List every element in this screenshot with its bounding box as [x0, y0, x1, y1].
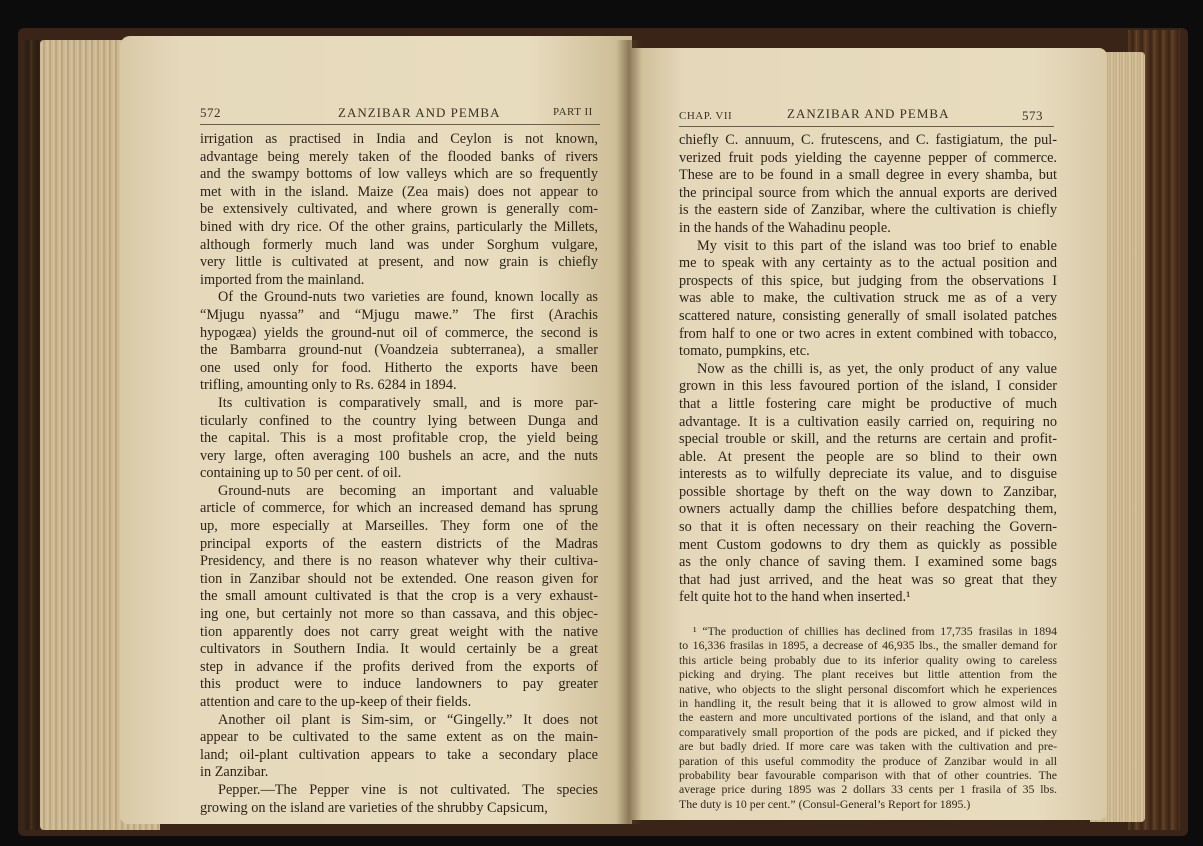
right-body-line: as the only chance of saving them. I examined some bags: [679, 554, 1057, 571]
footnote-line: the eastern and more uncultivated portions of the island, and that only a: [679, 710, 1057, 725]
right-body-line: prospects of this spice, but judging from the observations I: [679, 272, 1057, 289]
footnote-line: ¹ “The production of chillies has declined from 17,735 frasilas in 1894: [693, 624, 1057, 638]
left-body-line: appear to be cultivated to the same extent as on the main-: [200, 729, 598, 746]
left-body-text: [200, 131, 598, 817]
left-body-line: land; oil-plant cultivation appears to take a secondary place: [200, 746, 598, 763]
left-body-line: although formerly much land was under Sorghum vulgare,: [200, 236, 598, 253]
footnote-line: picking and drying. The plant receives but little attention from the: [679, 667, 1057, 682]
footnote-line: probability bear favourable comparison with that of other countries. The: [679, 768, 1057, 783]
footnote-line: native, who objects to the slight personal discomfort which he experiences: [679, 681, 1057, 696]
right-body-line: is the eastern side of Zanzibar, where the cultivation is chiefly: [679, 202, 1057, 219]
left-body-line: hypogæa) yields the ground-nut oil of commerce, the second is: [200, 324, 598, 341]
left-body-line: up, more especially at Marseilles. They form one of the: [200, 518, 598, 535]
right-footnote: [679, 624, 1057, 811]
right-body-line: me to speak with any certainty as to the actual position and: [679, 255, 1057, 272]
left-body-line: ing one, but certainly not more so than cassava, and this objec-: [200, 606, 598, 623]
left-body-line: ticularly confined to the country lying between Dunga and: [200, 412, 598, 429]
left-body-line: one used only for food. Hitherto the exports have been: [200, 359, 598, 376]
left-body-line: Presidency, and there is no reason whatever why their cultiva-: [200, 553, 598, 570]
left-body-line: be extensively cultivated, and where grown is generally com-: [200, 201, 598, 218]
right-body-line: grown in this less favoured portion of the island, I consider: [679, 378, 1057, 395]
right-body-line: that a little fostering care might be productive of much: [679, 395, 1057, 412]
footnote-line: The duty is 10 per cent.” (Consul-General’s Report for 1895.): [679, 796, 971, 811]
right-body-line: owners actually damp the chillies before despatching them,: [679, 501, 1057, 518]
right-body-line: so that it is often necessary on their reaching the Govern-: [679, 519, 1057, 536]
footnote-line: in handling it, the result being that it is allowed to grow almost wild in: [679, 696, 1057, 711]
left-page: [120, 36, 632, 824]
left-body-line: containing up to 50 per cent. of oil.: [200, 465, 402, 482]
left-body-line: cultivators in Southern India. It would certainly be a great: [200, 641, 598, 658]
left-body-line: Ground-nuts are becoming an important and valuable: [218, 482, 598, 499]
left-body-line: irrigation as practised in India and Ceylon is not known,: [200, 131, 598, 147]
left-body-line: Another oil plant is Sim-sim, or “Gingelly.” It does not: [218, 711, 598, 728]
left-body-line: the small amount cultivated is that the crop is a very exhaust-: [200, 588, 598, 605]
left-body-line: Its cultivation is comparatively small, and is more par-: [218, 394, 598, 411]
left-page-number: 572: [200, 105, 221, 120]
footnote-line: average price during 1895 was 2 dollars 33 cents per 1 frasila of 35 lbs.: [679, 782, 1057, 797]
left-body-line: the Bambarra ground-nut (Voandzeia subterranea), a smaller: [200, 342, 598, 359]
right-body-line: in the hands of the Wahadinu people.: [679, 219, 891, 236]
left-body-line: growing on the island are varieties of the shrubby Capsicum,: [200, 799, 548, 816]
right-body-line: Now as the chilli is, as yet, the only product of any value: [697, 360, 1057, 377]
right-body-line: felt quite hot to the hand when inserted.¹: [679, 589, 911, 606]
right-body-line: My visit to this part of the island was too brief to enable: [697, 237, 1057, 254]
right-body-line: the principal source from which the annual exports are derived: [679, 184, 1057, 201]
left-body-line: Pepper.—The Pepper vine is not cultivated. The species: [218, 781, 598, 798]
right-body-line: advantage. It is a cultivation easily carried on, requiring no: [679, 413, 1057, 430]
left-body-line: and the swampy bottoms of low valleys which are so frequently: [200, 166, 598, 183]
right-header-rule: [679, 126, 1054, 127]
right-body-line: tomato, pumpkins, etc.: [679, 343, 810, 360]
left-body-line: imported from the mainland.: [200, 271, 365, 288]
footnote-line: this article being probably due to its inferior quality owing to careless: [679, 652, 1057, 667]
left-body-line: article of commerce, for which an increased demand has sprung: [200, 500, 598, 517]
right-body-text: [679, 132, 1057, 607]
left-part-label: PART II: [553, 106, 593, 118]
footnote-line: are but badly dried. If more care was taken with the cultivation and pre-: [679, 739, 1057, 754]
footnote-line: paration of this useful commodity the produce of Zanzibar would in all: [679, 753, 1057, 768]
left-header-rule: [200, 124, 600, 125]
left-body-line: this product were to induce landowners to pay greater: [200, 676, 598, 693]
right-body-line: able. At present the people are so blind to their own: [679, 448, 1057, 465]
left-running-title: ZANZIBAR AND PEMBA: [338, 105, 501, 120]
footnote-line: comparatively small proportion of the pods are picked, and if picked they: [679, 724, 1057, 739]
left-body-line: very little is cultivated at present, and now grain is chiefly: [200, 254, 598, 271]
left-body-line: tion in Zanzibar should not be extended. One reason given for: [200, 570, 598, 587]
left-body-line: bined with dry rice. Of the other grains, particularly the Millets,: [200, 218, 598, 235]
left-body-line: met with in the island. Maize (Zea mais) does not appear to: [200, 183, 598, 200]
footnote-line: to 16,336 frasilas in 1895, a decrease of 46,935 lbs., the smaller demand for: [679, 638, 1057, 653]
right-body-line: verized fruit pods yielding the cayenne pepper of commerce.: [679, 149, 1057, 166]
left-body-line: the capital. This is a most profitable crop, the yield being: [200, 430, 598, 447]
left-body-line: trifling, amounting only to Rs. 6284 in 1894.: [200, 377, 457, 394]
left-body-line: very large, often averaging 100 bushels an acre, and the nuts: [200, 447, 598, 464]
left-body-line: in Zanzibar.: [200, 764, 269, 781]
right-body-line: scattered nature, consisting generally of small isolated patches: [679, 307, 1057, 324]
left-body-line: attention and care to the up-keep of their fields.: [200, 694, 472, 710]
left-body-line: tion apparently does not carry great weight with the native: [200, 623, 598, 640]
right-body-line: was able to make, the cultivation struck me as of a very: [679, 290, 1057, 307]
right-body-line: from half to one or two acres in extent combined with tobacco,: [679, 325, 1057, 342]
right-body-line: possible shortage by theft on the way down to Zanzibar,: [679, 483, 1057, 500]
right-page: [627, 48, 1107, 820]
right-body-line: special trouble or skill, and the returns are certain and profit-: [679, 431, 1057, 448]
right-body-line: that had just arrived, and the heat was so great that they: [679, 571, 1057, 588]
left-body-line: step in advance if the profits derived from the exports of: [200, 658, 598, 675]
right-body-line: These are to be found in a small degree in every shamba, but: [679, 167, 1057, 184]
left-body-line: Of the Ground-nuts two varieties are found, known locally as: [218, 289, 598, 306]
book-gutter: [616, 40, 642, 824]
left-body-line: “Mjugu nyassa” and “Mjugu mawe.” The first (Arachis: [200, 306, 598, 323]
right-running-title: ZANZIBAR AND PEMBA: [787, 106, 950, 121]
right-page-number: 573: [1022, 108, 1043, 123]
right-body-line: interests as to wilfully depreciate its value, and to disguise: [679, 466, 1057, 483]
left-body-line: advantage being merely taken of the flooded banks of rivers: [200, 148, 598, 165]
right-body-line: chiefly C. annuum, C. frutescens, and C. fastigiatum, the pul-: [679, 132, 1057, 148]
right-chapter-label: CHAP. VII: [679, 110, 733, 122]
left-body-line: principal exports of the eastern districts of the Madras: [200, 535, 598, 552]
right-body-line: ment Custom godowns to dry them as quickly as possible: [679, 536, 1057, 553]
